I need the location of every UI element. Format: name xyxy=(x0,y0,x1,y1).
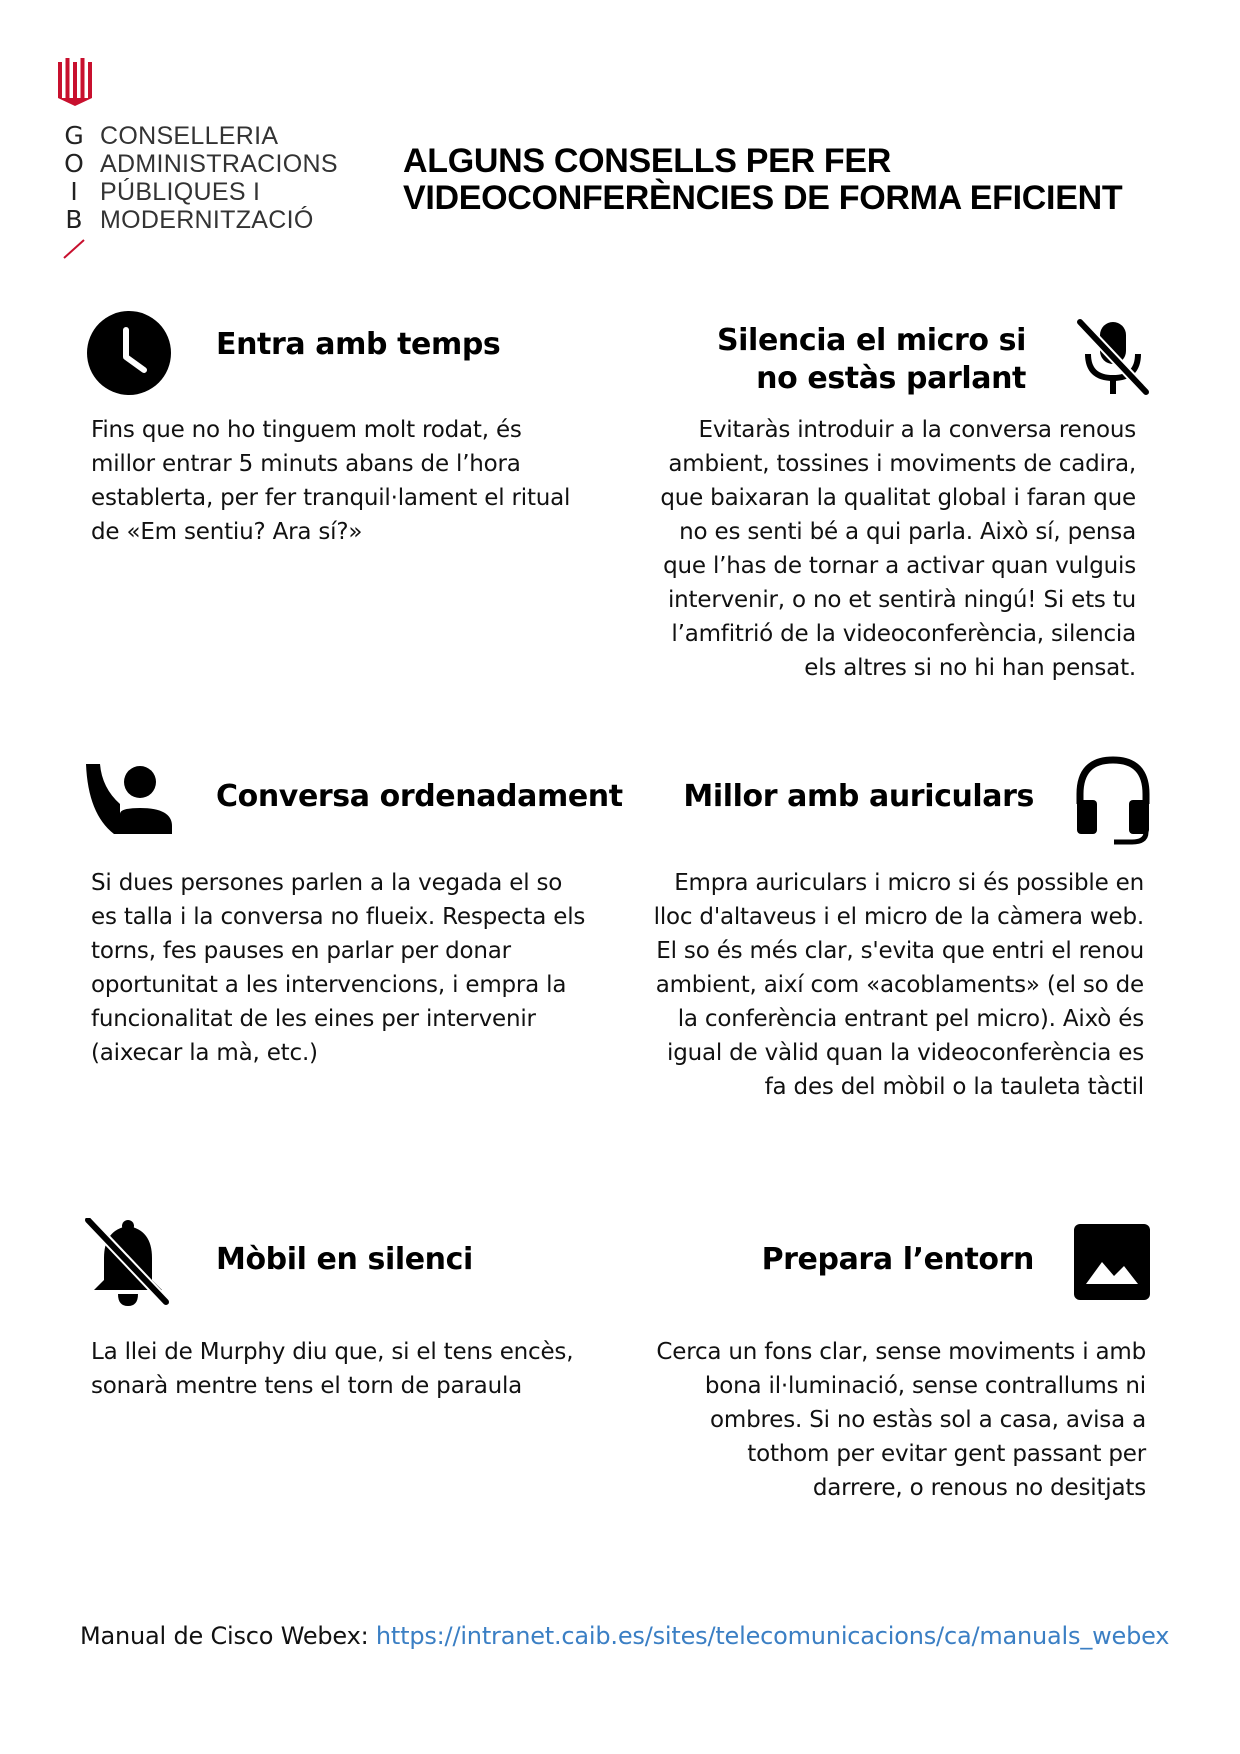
goib-logo-stripes-icon xyxy=(58,58,92,106)
footer-label: Manual de Cisco Webex: xyxy=(80,1622,376,1650)
image-icon xyxy=(1074,1224,1150,1300)
tip-heading-mobil-silenci: Mòbil en silenci xyxy=(216,1242,473,1277)
tip-body-mobil-silenci: La llei de Murphy diu que, si el tens encès, sonarà mentre tens el torn de paraula xyxy=(91,1339,574,1399)
tip-body-silencia-micro: Evitaràs introduir a la conversa renous ambient, tossines i moviments de cadira, que baixaran la qualitat global i faran que no es senti bé a qui parla. Això sí, pensa que l’has de tornar a activar quan vulguis intervenir, o no et sentirà ningú! Si ets tu l’amfitrió de la videoconferència, silencia els altres si no hi han pensat. xyxy=(660,417,1136,681)
footer xyxy=(80,1619,1169,1653)
tip-heading-silencia-micro: Silencia el micro si no estàs parlant xyxy=(716,323,1026,396)
tip-heading-entra-amb-temps: Entra amb temps xyxy=(216,327,501,362)
tip-body-conversa-ordenadament: Si dues persones parlen a la vegada el so es talla i la conversa no flueix. Respecta els torns, fes pauses en parlar per donar oportunitat a les intervencions, i empra la funcionalitat de les eines per intervenir (aixecar la mà, etc.) xyxy=(91,870,586,1066)
tip-heading-conversa-ordenadament: Conversa ordenadament xyxy=(216,779,623,814)
goib-letter-b: B xyxy=(65,205,83,234)
page-title-line-1: ALGUNS CONSELLS PER FER xyxy=(403,142,892,180)
tip-body-millor-auriculars: Empra auriculars i micro si és possible en lloc d'altaveus i el micro de la càmera web. El so és més clar, s'evita que entri el renou ambient, així com «acoblaments» (el so de la conferència entrant pel micro). Això és igual de vàlid quan la videoconferència es fa des del mòbil o la tauleta tàctil xyxy=(653,870,1144,1100)
department-line-2: ADMINISTRACIONS xyxy=(100,150,338,178)
tip-heading-prepara-entorn: Prepara l’entorn xyxy=(761,1242,1034,1277)
goib-letter-g: G xyxy=(64,121,84,150)
logo-slash-icon xyxy=(62,236,86,260)
tip-heading-millor-auriculars: Millor amb auriculars xyxy=(683,779,1034,814)
goib-letter-o: O xyxy=(64,149,84,178)
tip-body-entra-amb-temps: Fins que no ho tinguem molt rodat, és millor entrar 5 minuts abans de l’hora establerta, per fer tranquil·lament el ritual de «Em sentiu? Ara sí?» xyxy=(91,417,571,545)
clock-icon xyxy=(86,310,172,396)
tip-body-prepara-entorn: Cerca un fons clar, sense moviments i amb bona il·luminació, sense contrallums ni ombres. Si no estàs sol a casa, avisa a tothom per evitar gent passant per darrere, o renous no desitjats xyxy=(656,1339,1146,1501)
department-line-3: PÚBLIQUES I xyxy=(100,178,261,206)
mic-off-icon xyxy=(1074,318,1152,398)
headset-icon xyxy=(1074,754,1152,846)
page-title-line-2: VIDEOCONFERÈNCIES DE FORMA EFICIENT xyxy=(403,179,1123,217)
department-line-4: MODERNITZACIÓ xyxy=(100,206,314,234)
webex-manual-link[interactable]: https://intranet.caib.es/sites/telecomunicacions/ca/manuals_webex xyxy=(375,1622,1170,1650)
notifications-off-icon xyxy=(84,1218,172,1308)
department-line-1: CONSELLERIA xyxy=(100,122,279,150)
speaking-person-icon xyxy=(84,764,172,834)
goib-letter-i: I xyxy=(70,177,78,206)
